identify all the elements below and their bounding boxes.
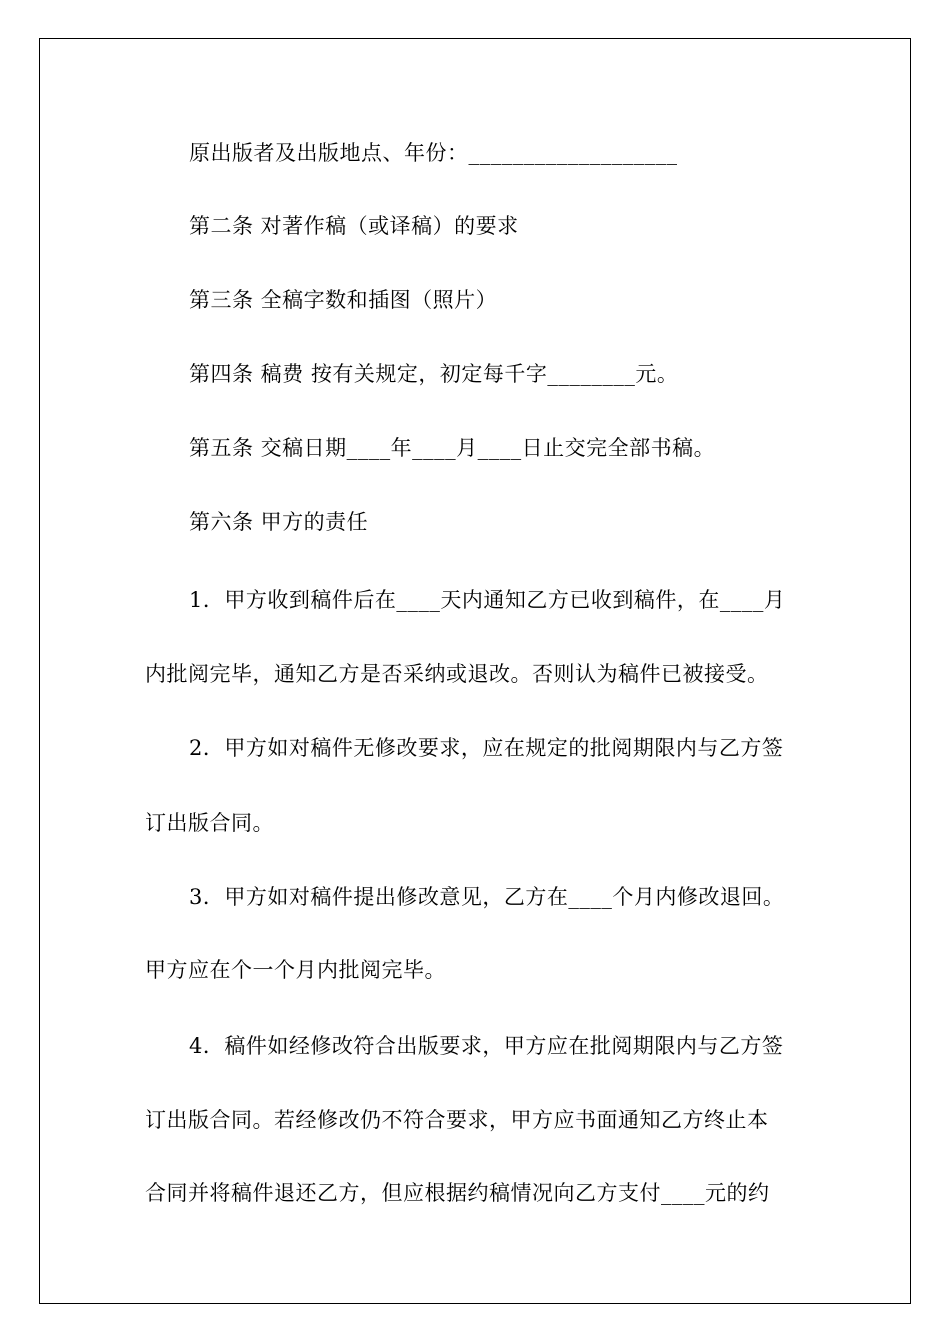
- original-publisher-line: 原出版者及出版地点、年份：___________________: [189, 141, 678, 165]
- clause-4-line-2: 订出版合同。若经修改仍不符合要求，甲方应书面通知乙方终止本: [145, 1108, 769, 1132]
- article-6-heading: 第六条 甲方的责任: [189, 510, 369, 534]
- article-5-heading: 第五条 交稿日期____年____月____日止交完全部书稿。: [189, 436, 716, 460]
- clause-3-line-2: 甲方应在个一个月内批阅完毕。: [145, 958, 446, 982]
- clause-2-line-1: 2．甲方如对稿件无修改要求，应在规定的批阅期限内与乙方签: [189, 736, 784, 760]
- article-2-heading: 第二条 对著作稿（或译稿）的要求: [189, 214, 519, 238]
- clause-1-line-2: 内批阅完毕，通知乙方是否采纳或退改。否则认为稿件已被接受。: [145, 662, 769, 686]
- clause-4-line-1: 4．稿件如经修改符合出版要求，甲方应在批阅期限内与乙方签: [189, 1034, 784, 1058]
- clause-3-line-1: 3．甲方如对稿件提出修改意见，乙方在____个月内修改退回。: [189, 885, 785, 909]
- clause-4-line-3: 合同并将稿件退还乙方，但应根据约稿情况向乙方支付____元的约: [145, 1181, 770, 1205]
- clause-2-line-2: 订出版合同。: [145, 811, 274, 835]
- article-3-heading: 第三条 全稿字数和插图（照片）: [189, 288, 498, 312]
- article-4-heading: 第四条 稿费 按有关规定，初定每千字________元。: [189, 362, 679, 386]
- clause-1-line-1: 1．甲方收到稿件后在____天内通知乙方已收到稿件，在____月: [189, 588, 786, 612]
